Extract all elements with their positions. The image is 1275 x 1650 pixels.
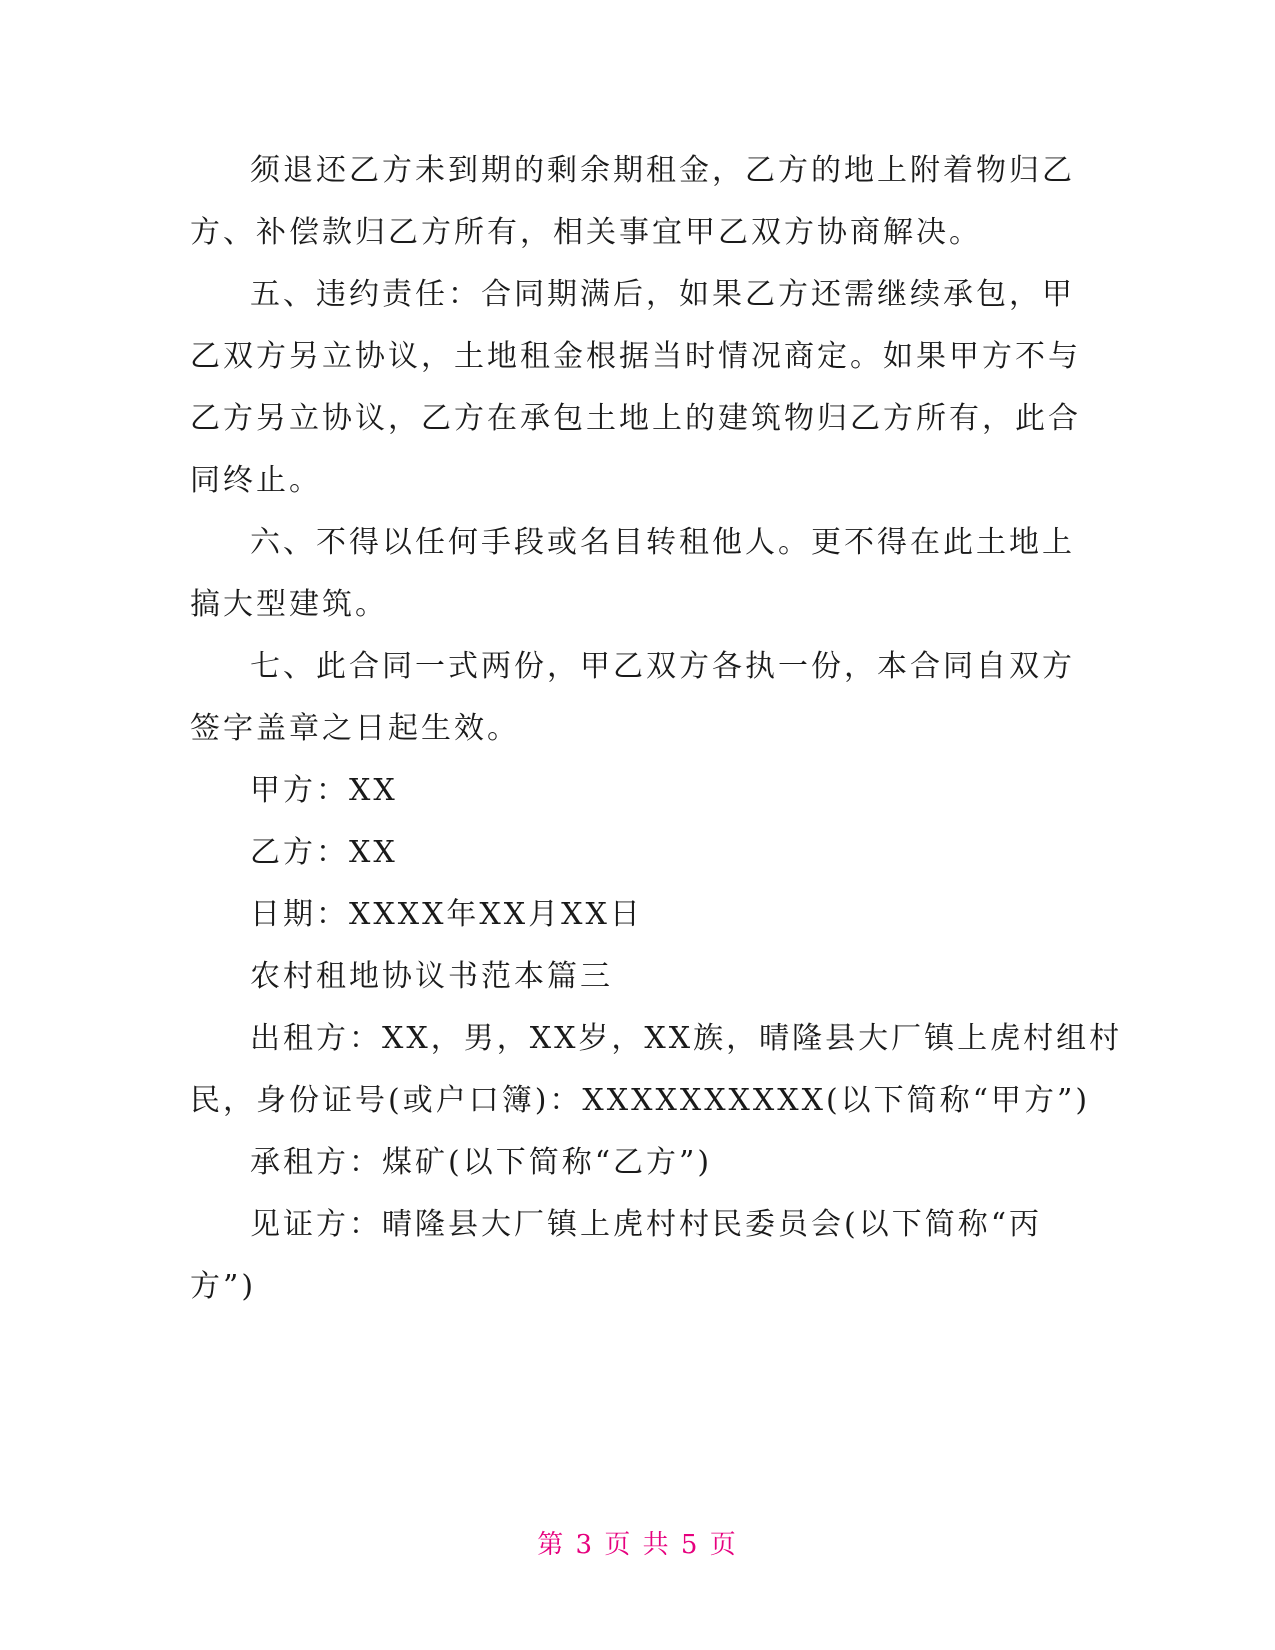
paragraph-line: 方”)	[190, 1269, 257, 1304]
party-b-line: 乙方：XX	[250, 835, 398, 870]
page-number-footer: 第 3 页 共 5 页	[537, 1530, 738, 1560]
date-line: 日期：XXXX年XX月XX日	[250, 897, 643, 932]
paragraph-line: 七、此合同一式两份，甲乙双方各执一份，本合同自双方	[250, 649, 1075, 684]
paragraph-line: 出租方：XX，男，XX岁，XX族，晴隆县大厂镇上虎村组村	[250, 1021, 1123, 1056]
paragraph-line: 搞大型建筑。	[190, 587, 388, 622]
paragraph-line: 方、补偿款归乙方所有，相关事宜甲乙双方协商解决。	[190, 215, 982, 250]
paragraph-line: 乙双方另立协议，土地租金根据当时情况商定。如果甲方不与	[190, 339, 1081, 374]
paragraph-line: 乙方另立协议，乙方在承包土地上的建筑物归乙方所有，此合	[190, 401, 1081, 436]
party-a-line: 甲方：XX	[250, 773, 398, 808]
paragraph-line: 见证方：晴隆县大厂镇上虎村村民委员会(以下简称“丙	[250, 1207, 1043, 1242]
section-title: 农村租地协议书范本篇三	[250, 959, 613, 994]
paragraph-line: 民，身份证号(或户口簿)：XXXXXXXXXX(以下简称“甲方”)	[190, 1083, 1091, 1118]
paragraph-line: 签字盖章之日起生效。	[190, 711, 520, 746]
paragraph-line: 承租方：煤矿(以下简称“乙方”)	[250, 1145, 713, 1180]
document-body	[190, 140, 1123, 1318]
paragraph-line: 五、违约责任：合同期满后，如果乙方还需继续承包，甲	[250, 277, 1075, 312]
paragraph-line: 六、不得以任何手段或名目转租他人。更不得在此土地上	[250, 525, 1075, 560]
paragraph-line: 须退还乙方未到期的剩余期租金，乙方的地上附着物归乙	[250, 153, 1075, 188]
paragraph-line: 同终止。	[190, 463, 322, 498]
